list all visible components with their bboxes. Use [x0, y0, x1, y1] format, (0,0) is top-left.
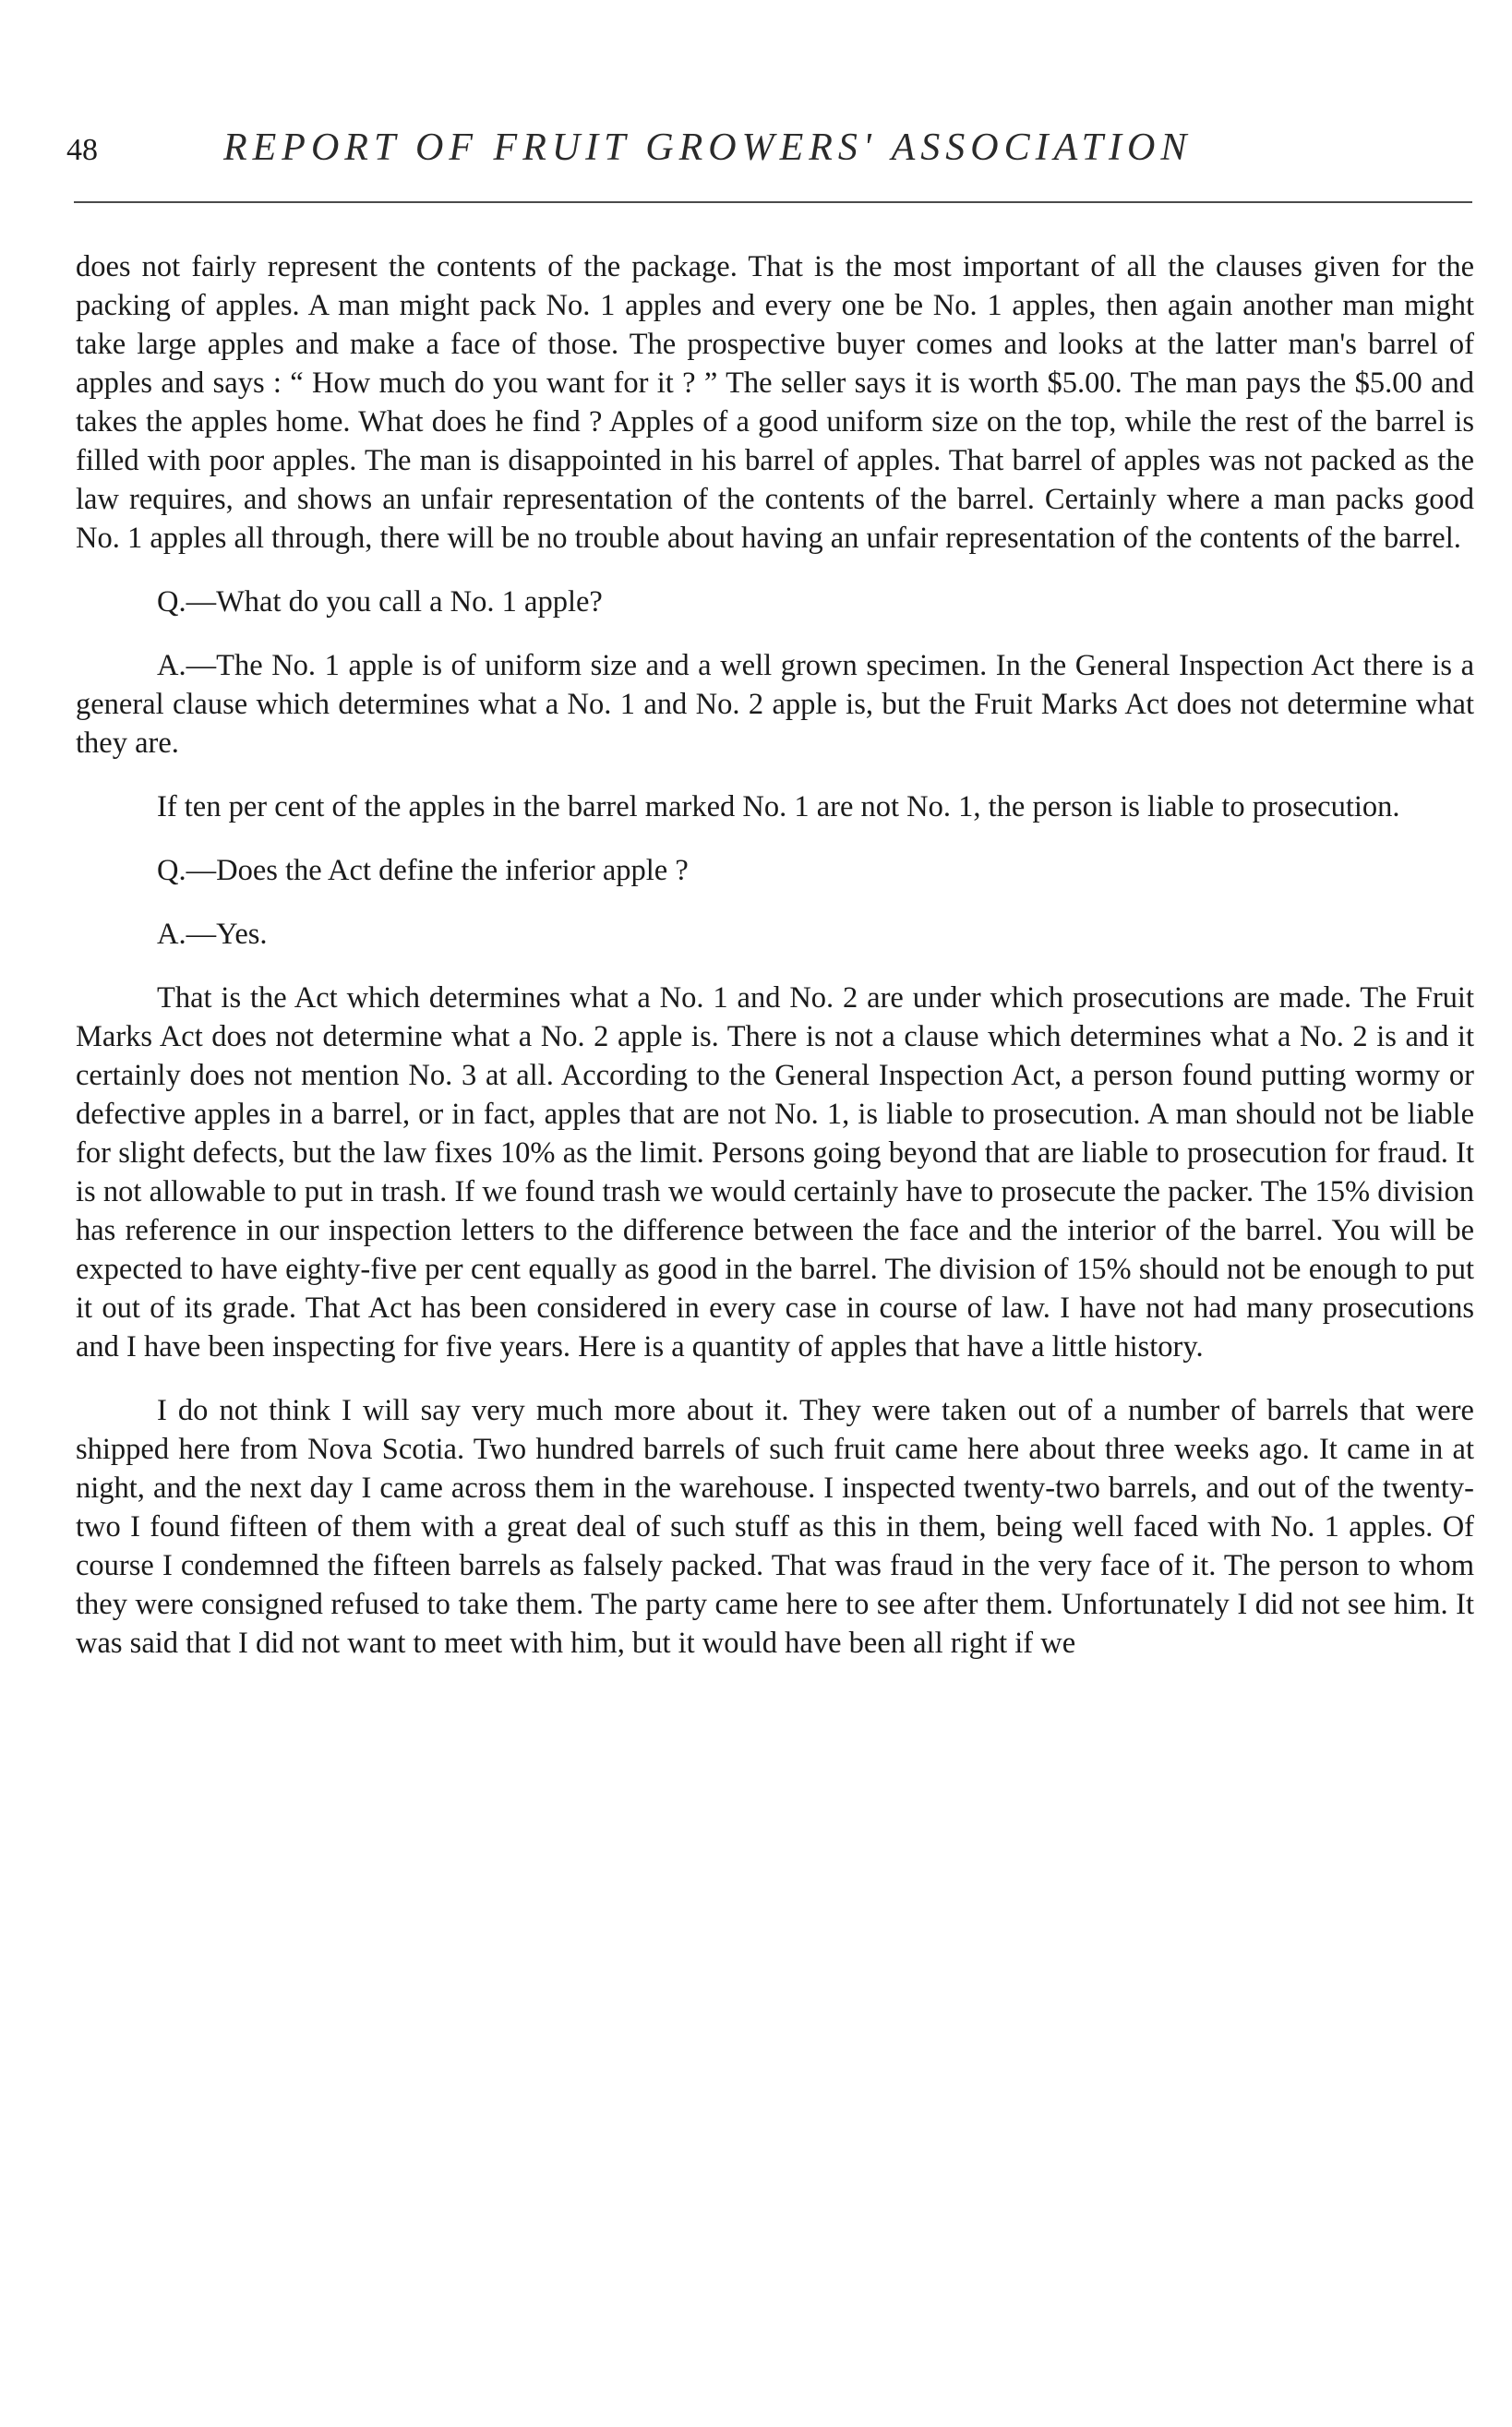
page-number: 48 [66, 133, 98, 167]
body-text [76, 247, 1474, 1663]
running-title: REPORT OF FRUIT GROWERS' ASSOCIATION [223, 126, 1193, 169]
paragraph: I do not think I will say very much more about it. They were taken out of a number of barrels that were shipped here from Nova Scotia. Two hundred barrels of such fruit came here about three weeks ago. It came in at night, and the next day I came across them in the warehouse. I inspected twenty-two barrels, and out of the twenty-two I found fifteen of them with a great deal of such stuff as this in them, being well faced with No. 1 apples. Of course I condemned the fifteen barrels as falsely packed. That was fraud in the very face of it. The person to whom they were consigned refused to take them. The party came here to see after them. Unfortunately I did not see him. It was said that I did not want to meet with him, but it would have been all right if we [76, 1394, 1474, 1660]
header-rule [74, 201, 1472, 203]
question-paragraph: Q.—Does the Act define the inferior apple ? [157, 854, 689, 887]
paragraph: If ten per cent of the apples in the barrel marked No. 1 are not No. 1, the person is liable to prosecution. [157, 790, 1400, 823]
paragraph-continued: does not fairly represent the contents of the package. That is the most important of all the clauses given for the packing of apples. A man might pack No. 1 apples and every one be No. 1 apples, then again another man might take large apples and make a face of those. The prospective buyer comes and looks at the latter man's barrel of apples and says : “ How much do you want for it ? ” The seller says it is worth $5.00. The man pays the $5.00 and takes the apples home. What does he find ? Apples of a good uniform size on the top, while the rest of the barrel is filled with poor apples. The man is disappointed in his barrel of apples. That barrel of apples was not packed as the law requires, and shows an unfair representation of the contents of the barrel. Certainly where a man packs good No. 1 apples all through, there will be no trouble about having an unfair representation of the contents of the barrel. [76, 250, 1474, 555]
paragraph: That is the Act which determines what a No. 1 and No. 2 are under which prosecutions are made. The Fruit Marks Act does not determine what a No. 2 apple is. There is not a clause which determines what a No. 2 is and it certainly does not mention No. 3 at all. According to the General Inspection Act, a person found putting wormy or defective apples in a barrel, or in fact, apples that are not No. 1, is liable to prosecution. A man should not be liable for slight defects, but the law fixes 10% as the limit. Persons going beyond that are liable to prosecution for fraud. It is not allowable to put in trash. If we found trash we would certainly have to prosecute the packer. The 15% division has reference in our inspection letters to the difference between the face and the interior of the barrel. You will be expected to have eighty-five per cent equally as good in the barrel. The division of 15% should not be enough to put it out of its grade. That Act has been considered in every case in course of law. I have not had many prosecutions and I have been inspecting for five years. Here is a quantity of apples that have a little history. [76, 981, 1474, 1364]
running-head [66, 120, 1470, 175]
answer-paragraph: A.—The No. 1 apple is of uniform size and a well grown specimen. In the General Inspection Act there is a general clause which determines what a No. 1 and No. 2 apple is, but the Fruit Marks Act does not determine what they are. [76, 649, 1474, 760]
answer-paragraph: A.—Yes. [157, 918, 268, 951]
question-paragraph: Q.—What do you call a No. 1 apple? [157, 585, 603, 619]
